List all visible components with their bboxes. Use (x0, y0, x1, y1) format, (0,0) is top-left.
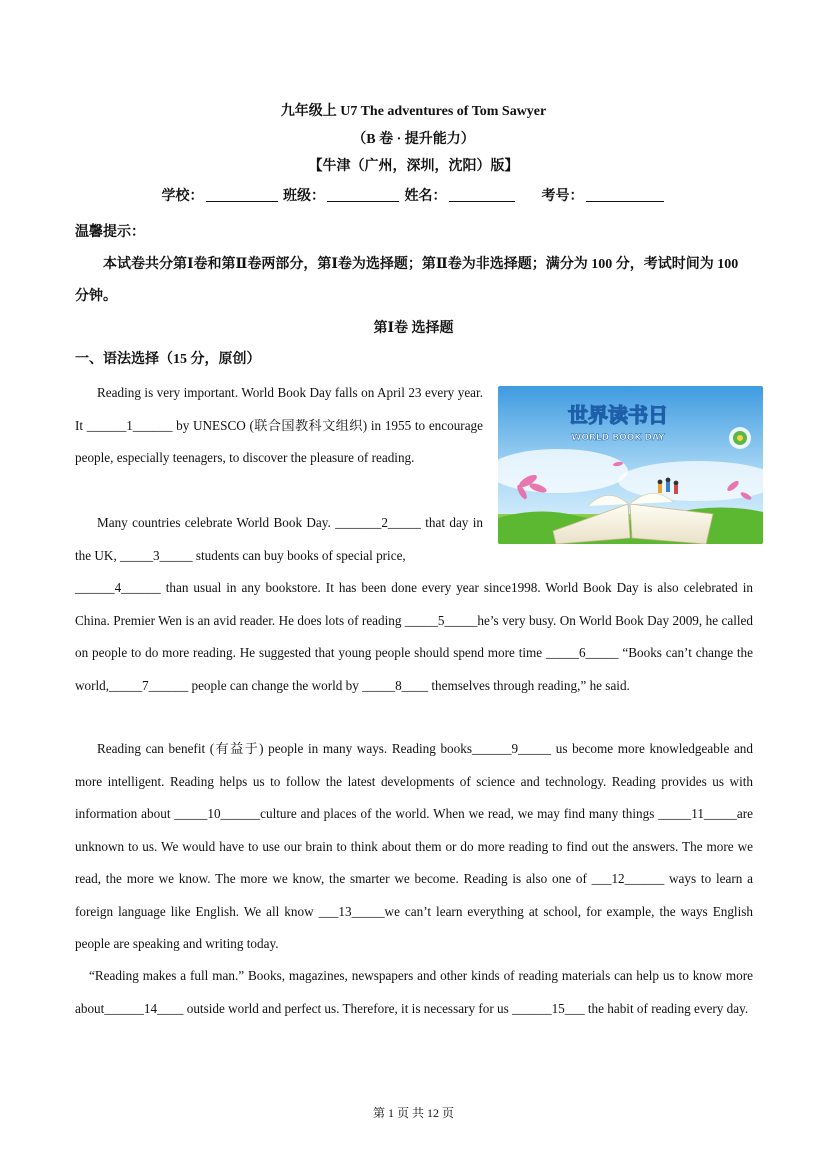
passage-paragraph-3: ______4______ than usual in any bookstore. It has been done every year since1998. World Book Day is also celebrated in China. Premier Wen is an avid reader. He does lots of reading _____5_____he’s very busy. On World Book Day 2009, he called on people to do more reading. He suggested that young people should spend more time _____6_____ “Books can’t change the world,_____7______ people can change the world by _____8____ themselves through reading,” he said. (75, 580, 753, 693)
class-label: 班级： (283, 189, 325, 204)
tips-label: 温馨提示： (75, 225, 145, 240)
passage-paragraph-2: Many countries celebrate World Book Day. _______2_____ that day in the UK, _____3_____ students can buy books of special price, (75, 515, 483, 563)
passage-paragraph-4: Reading can benefit (有益于) people in many ways. Reading books______9_____ us become more knowledgeable and more intelligent. Reading helps us to follow the latest developments of science and technology. Reading provides us with information about _____10______culture and places of the world. When we read, we may find many things _____11_____are unknown to us. We would have to use our brain to think about them or do more reading to find out the answers. The more we read, the more we know. The more we know, the smarter we become. Reading is also one of ___12______ ways to learn a foreign language like English. We all know ___13_____we can’t learn everything at school, for example, the ways English people are speaking and writing today. (75, 741, 753, 951)
exam-title: 九年级上 U7 The adventures of Tom Sawyer (280, 104, 547, 119)
figure-title-en: WORLD BOOK DAY (571, 433, 665, 443)
passage-paragraph-1: Reading is very important. World Book Day falls on April 23 every year. It ______1______ by UNESCO (联合国教科文组织) in 1955 to encourage people, especially teenagers, to discover the pleasure of reading. (75, 385, 483, 465)
school-blank[interactable] (206, 187, 278, 202)
figure-title-cn: 世界读书日 (568, 403, 668, 427)
exam-edition: 【牛津（广州，深圳，沈阳）版】 (308, 159, 519, 174)
question-heading: 一、语法选择（15 分，原创） (75, 352, 261, 367)
name-blank[interactable] (449, 187, 515, 202)
class-blank[interactable] (327, 187, 399, 202)
exam-subtitle: （B 卷 · 提升能力） (352, 132, 475, 147)
exam-no-blank[interactable] (586, 187, 664, 202)
section-title: 第Ⅰ卷 选择题 (373, 321, 454, 336)
tips-text: 本试卷共分第Ⅰ卷和第Ⅱ卷两部分，第Ⅰ卷为选择题；第Ⅱ卷为非选择题；满分为 100 分，考试时间为 100 分钟。 (75, 257, 739, 304)
name-label: 姓名： (404, 189, 447, 204)
exam-no-label: 考号： (541, 189, 584, 204)
school-label: 学校： (161, 189, 204, 204)
student-info-line (0, 185, 827, 205)
page-footer: 第 1 页 共 12 页 (372, 1106, 454, 1120)
world-book-day-image (498, 386, 763, 544)
passage-paragraph-5: “Reading makes a full man.” Books, magazines, newspapers and other kinds of reading materials can help us to know more about______14____ outside world and perfect us. Therefore, it is necessary for us ______15___ the habit of reading every day. (75, 968, 753, 1016)
